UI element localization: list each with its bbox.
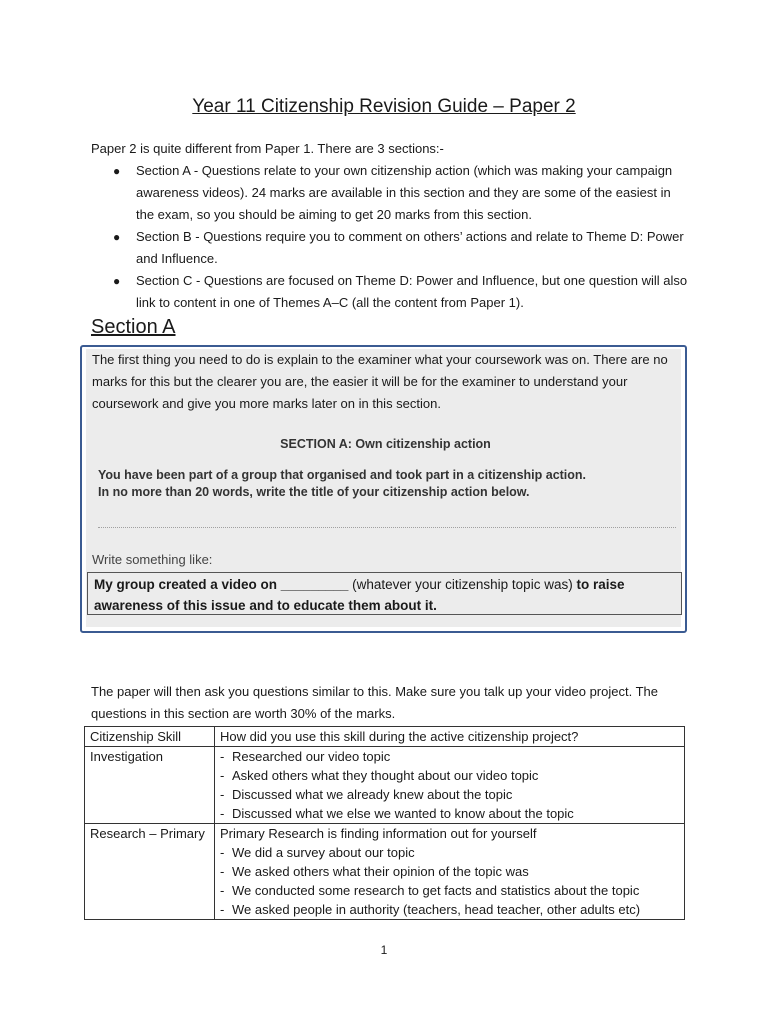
list-item-text: Researched our video topic xyxy=(232,749,391,764)
exam-section-heading: SECTION A: Own citizenship action xyxy=(280,437,491,451)
bullet-text: Section A - Questions relate to your own citizenship action (which was making your campaign awareness videos). 24 marks are available in this section and they are some of the easiest in the exam, so you should be aiming to get 20 marks from this section. xyxy=(136,163,673,222)
follow-up-text: The paper will then ask you questions similar to this. Make sure you talk up your video project. The questions in this section are worth 30% of the marks. xyxy=(91,684,658,721)
table-row xyxy=(85,824,685,920)
exam-question-line: In no more than 20 words, write the title of your citizenship action below. xyxy=(98,485,530,499)
intro-text: Paper 2 is quite different from Paper 1. There are 3 sections:- xyxy=(91,141,444,156)
bullet-text: Section C - Questions are focused on Theme D: Power and Influence, but one question will also link to content in one of Themes A–C (all the content from Paper 1). xyxy=(136,273,688,310)
list-item: - We asked others what their opinion of the topic was xyxy=(220,864,529,879)
skill-cell: Research – Primary xyxy=(85,824,215,920)
list-item: - We conducted some research to get facts and statistics about the topic xyxy=(220,883,640,898)
section-a-intro: The first thing you need to do is explain to the examiner what your coursework was on. There are no marks for this but the clearer you are, the easier it will be for the examiner to understand your coursework and give you more marks later on in this section. xyxy=(92,352,668,411)
table-header-cell: How did you use this skill during the active citizenship project? xyxy=(215,727,685,747)
list-item-text: Discussed what we already knew about the topic xyxy=(232,787,513,802)
bullet-icon: ● xyxy=(113,230,121,244)
section-a-box-content xyxy=(86,349,681,627)
table-header-row xyxy=(85,727,685,747)
skills-table xyxy=(84,726,685,920)
list-item-text: We asked people in authority (teachers, head teacher, other adults etc) xyxy=(232,902,641,917)
list-item: - We did a survey about our topic xyxy=(220,845,415,860)
list-item xyxy=(91,160,691,226)
skill-cell: Investigation xyxy=(85,747,215,824)
bullet-icon: ● xyxy=(113,164,121,178)
list-item-text: Discussed what we else we wanted to know about the topic xyxy=(232,806,574,821)
example-answer-box xyxy=(87,572,682,615)
write-label: Write something like: xyxy=(92,552,213,567)
answer-normal-text: (whatever your citizenship topic was) xyxy=(348,577,577,592)
table-header-cell: Citizenship Skill xyxy=(85,727,215,747)
answer-bold-text: to raise awareness of this issue and to educate them about it. xyxy=(94,577,625,613)
sections-list xyxy=(91,160,691,314)
section-a-box xyxy=(80,345,687,633)
usage-lead-text: Primary Research is finding information out for yourself xyxy=(220,826,537,841)
section-a-heading: Section A xyxy=(91,316,176,338)
list-item: - Researched our video topic xyxy=(220,749,391,764)
list-item-text: We conducted some research to get facts and statistics about the topic xyxy=(232,883,640,898)
list-item xyxy=(91,226,691,270)
exam-question xyxy=(98,467,678,501)
list-item: - Asked others what they thought about our video topic xyxy=(220,768,539,783)
list-item-text: We did a survey about our topic xyxy=(232,845,415,860)
answer-dotted-line xyxy=(98,527,676,528)
list-item-text: We asked others what their opinion of the topic was xyxy=(232,864,529,879)
bullet-text: Section B - Questions require you to comment on others’ actions and relate to Theme D: Power and Influence. xyxy=(136,229,684,266)
usage-cell xyxy=(215,747,685,824)
list-item: - Discussed what we already knew about the topic xyxy=(220,787,513,802)
list-item xyxy=(91,270,691,314)
usage-cell xyxy=(215,824,685,920)
page-number: 1 xyxy=(380,943,388,957)
bullet-icon: ● xyxy=(113,274,121,288)
table-row xyxy=(85,747,685,824)
answer-bold-text: My group created a video on _________ xyxy=(94,577,349,592)
list-item-text: Asked others what they thought about our video topic xyxy=(232,768,539,783)
page-title: Year 11 Citizenship Revision Guide – Paper 2 xyxy=(192,96,576,117)
list-item: - Discussed what we else we wanted to know about the topic xyxy=(220,806,574,821)
exam-question-line: You have been part of a group that organised and took part in a citizenship action. xyxy=(98,468,587,482)
list-item: - We asked people in authority (teachers, head teacher, other adults etc) xyxy=(220,902,641,917)
